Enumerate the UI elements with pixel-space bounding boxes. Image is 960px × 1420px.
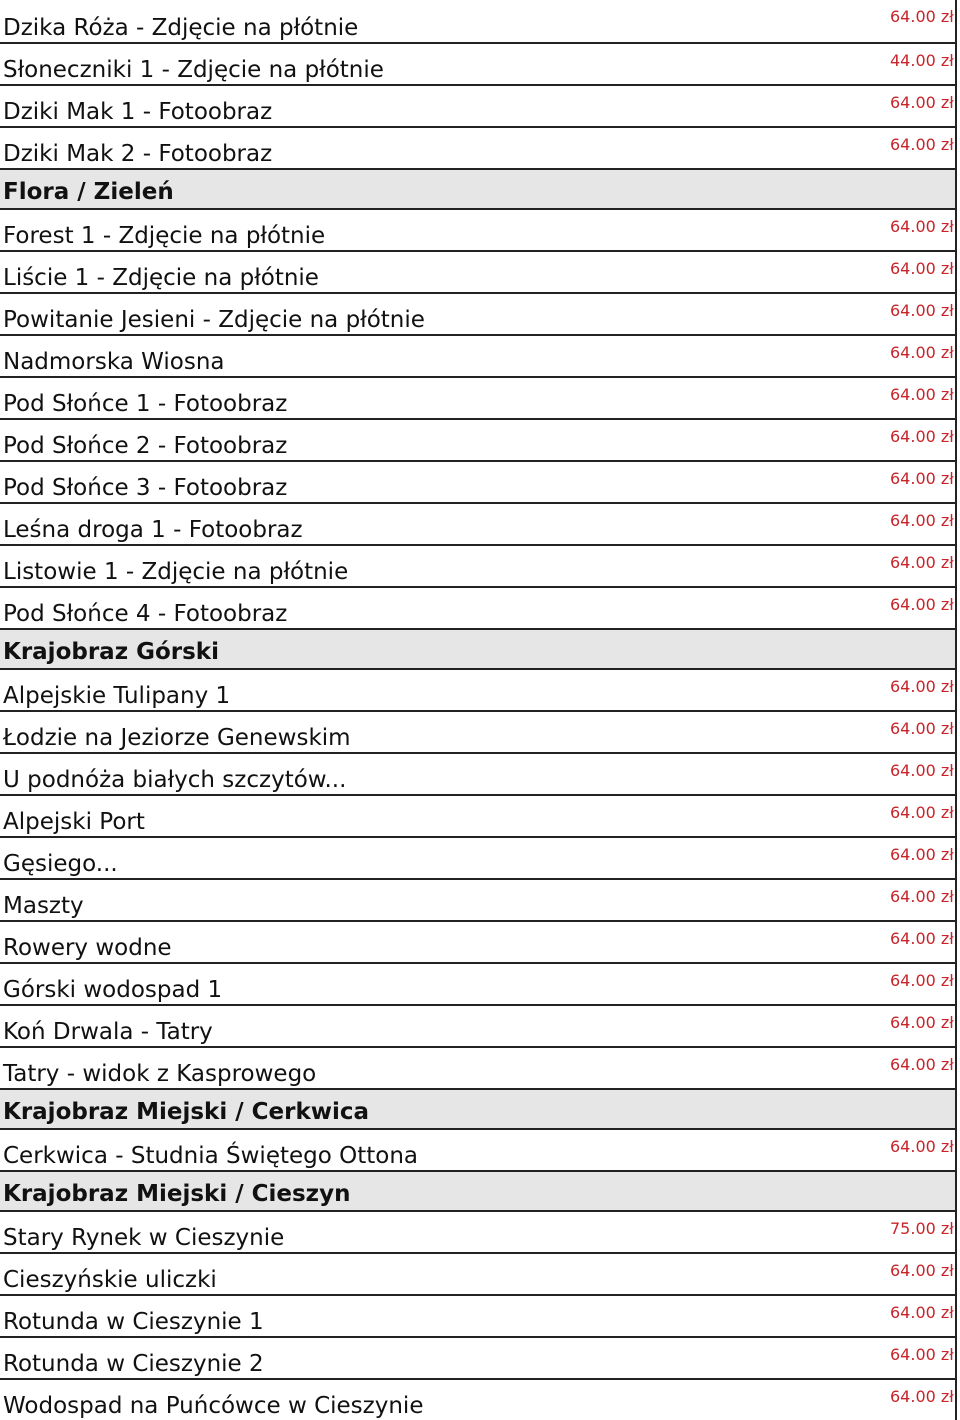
product-name[interactable]: Liście 1 - Zdjęcie na płótnie — [3, 265, 319, 291]
category-title: Krajobraz Miejski / Cieszyn — [3, 1181, 351, 1207]
product-row[interactable] — [0, 504, 955, 546]
product-row[interactable] — [0, 838, 955, 880]
category-header-row — [0, 1090, 955, 1130]
product-name[interactable]: Wodospad na Puńcówce w Cieszynie — [3, 1393, 424, 1419]
product-price: 64.00 zł — [890, 804, 954, 822]
product-row[interactable] — [0, 964, 955, 1006]
product-row[interactable] — [0, 1212, 955, 1254]
product-name[interactable]: Rowery wodne — [3, 935, 172, 961]
product-price: 64.00 zł — [890, 136, 954, 154]
product-row[interactable] — [0, 1254, 955, 1296]
category-title: Flora / Zieleń — [3, 179, 174, 205]
product-price: 64.00 zł — [890, 554, 954, 572]
product-row[interactable] — [0, 1130, 955, 1172]
product-name[interactable]: Leśna droga 1 - Fotoobraz — [3, 517, 303, 543]
product-price: 64.00 zł — [890, 1056, 954, 1074]
product-row[interactable] — [0, 880, 955, 922]
product-price: 64.00 zł — [890, 972, 954, 990]
product-price: 75.00 zł — [890, 1220, 954, 1238]
product-row[interactable] — [0, 796, 955, 838]
product-price: 64.00 zł — [890, 386, 954, 404]
product-price: 64.00 zł — [890, 846, 954, 864]
category-title: Krajobraz Miejski / Cerkwica — [3, 1099, 370, 1125]
product-name[interactable]: Listowie 1 - Zdjęcie na płótnie — [3, 559, 349, 585]
product-price: 64.00 zł — [890, 260, 954, 278]
product-name[interactable]: Dziki Mak 1 - Fotoobraz — [3, 99, 273, 125]
product-price: 64.00 zł — [890, 930, 954, 948]
category-title: Krajobraz Górski — [3, 639, 219, 665]
category-header-row — [0, 170, 955, 210]
product-row[interactable] — [0, 712, 955, 754]
product-price: 64.00 zł — [890, 596, 954, 614]
product-price: 64.00 zł — [890, 1014, 954, 1032]
product-name[interactable]: Koń Drwala - Tatry — [3, 1019, 213, 1045]
product-row[interactable] — [0, 128, 955, 170]
product-name[interactable]: Alpejski Port — [3, 809, 145, 835]
product-row[interactable] — [0, 378, 955, 420]
product-name[interactable]: Słoneczniki 1 - Zdjęcie na płótnie — [3, 57, 384, 83]
product-name[interactable]: Górski wodospad 1 — [3, 977, 223, 1003]
product-name[interactable]: Dziki Mak 2 - Fotoobraz — [3, 141, 273, 167]
product-name[interactable]: Stary Rynek w Cieszynie — [3, 1225, 285, 1251]
product-name[interactable]: Rotunda w Cieszynie 1 — [3, 1309, 264, 1335]
product-row[interactable] — [0, 252, 955, 294]
product-row[interactable] — [0, 210, 955, 252]
product-row[interactable] — [0, 1338, 955, 1380]
product-price: 64.00 zł — [890, 428, 954, 446]
category-header-row — [0, 1172, 955, 1212]
product-price: 64.00 zł — [890, 8, 954, 26]
product-name[interactable]: U podnóża białych szczytów... — [3, 767, 347, 793]
product-row[interactable] — [0, 588, 955, 630]
product-price: 44.00 zł — [890, 52, 954, 70]
product-name[interactable]: Łodzie na Jeziorze Genewskim — [3, 725, 351, 751]
product-row[interactable] — [0, 0, 955, 44]
product-row[interactable] — [0, 44, 955, 86]
product-price: 64.00 zł — [890, 1138, 954, 1156]
product-row[interactable] — [0, 1048, 955, 1090]
product-price: 64.00 zł — [890, 94, 954, 112]
product-row[interactable] — [0, 1296, 955, 1338]
product-price: 64.00 zł — [890, 720, 954, 738]
product-name[interactable]: Alpejskie Tulipany 1 — [3, 683, 231, 709]
product-row[interactable] — [0, 294, 955, 336]
product-row[interactable] — [0, 1380, 955, 1420]
product-price: 64.00 zł — [890, 1388, 954, 1406]
product-row[interactable] — [0, 754, 955, 796]
product-price: 64.00 zł — [890, 678, 954, 696]
product-row[interactable] — [0, 462, 955, 504]
product-row[interactable] — [0, 670, 955, 712]
product-name[interactable]: Cieszyńskie uliczki — [3, 1267, 217, 1293]
product-row[interactable] — [0, 1006, 955, 1048]
product-name[interactable]: Pod Słońce 3 - Fotoobraz — [3, 475, 288, 501]
product-name[interactable]: Maszty — [3, 893, 84, 919]
product-name[interactable]: Nadmorska Wiosna — [3, 349, 225, 375]
product-name[interactable]: Forest 1 - Zdjęcie na płótnie — [3, 223, 326, 249]
product-price: 64.00 zł — [890, 1346, 954, 1364]
product-price: 64.00 zł — [890, 1262, 954, 1280]
product-price: 64.00 zł — [890, 218, 954, 236]
product-price: 64.00 zł — [890, 470, 954, 488]
product-row[interactable] — [0, 546, 955, 588]
product-name[interactable]: Gęsiego... — [3, 851, 118, 877]
product-row[interactable] — [0, 86, 955, 128]
product-price: 64.00 zł — [890, 888, 954, 906]
product-name[interactable]: Pod Słońce 2 - Fotoobraz — [3, 433, 288, 459]
product-name[interactable]: Rotunda w Cieszynie 2 — [3, 1351, 264, 1377]
product-name[interactable]: Cerkwica - Studnia Świętego Ottona — [3, 1143, 418, 1169]
product-name[interactable]: Dzika Róża - Zdjęcie na płótnie — [3, 15, 359, 41]
product-price: 64.00 zł — [890, 344, 954, 362]
product-price: 64.00 zł — [890, 1304, 954, 1322]
product-price: 64.00 zł — [890, 512, 954, 530]
product-price: 64.00 zł — [890, 302, 954, 320]
product-name[interactable]: Tatry - widok z Kasprowego — [3, 1061, 317, 1087]
product-row[interactable] — [0, 420, 955, 462]
product-name[interactable]: Pod Słońce 4 - Fotoobraz — [3, 601, 288, 627]
product-row[interactable] — [0, 336, 955, 378]
product-name[interactable]: Pod Słońce 1 - Fotoobraz — [3, 391, 288, 417]
category-header-row — [0, 630, 955, 670]
product-name[interactable]: Powitanie Jesieni - Zdjęcie na płótnie — [3, 307, 425, 333]
product-price: 64.00 zł — [890, 762, 954, 780]
product-row[interactable] — [0, 922, 955, 964]
